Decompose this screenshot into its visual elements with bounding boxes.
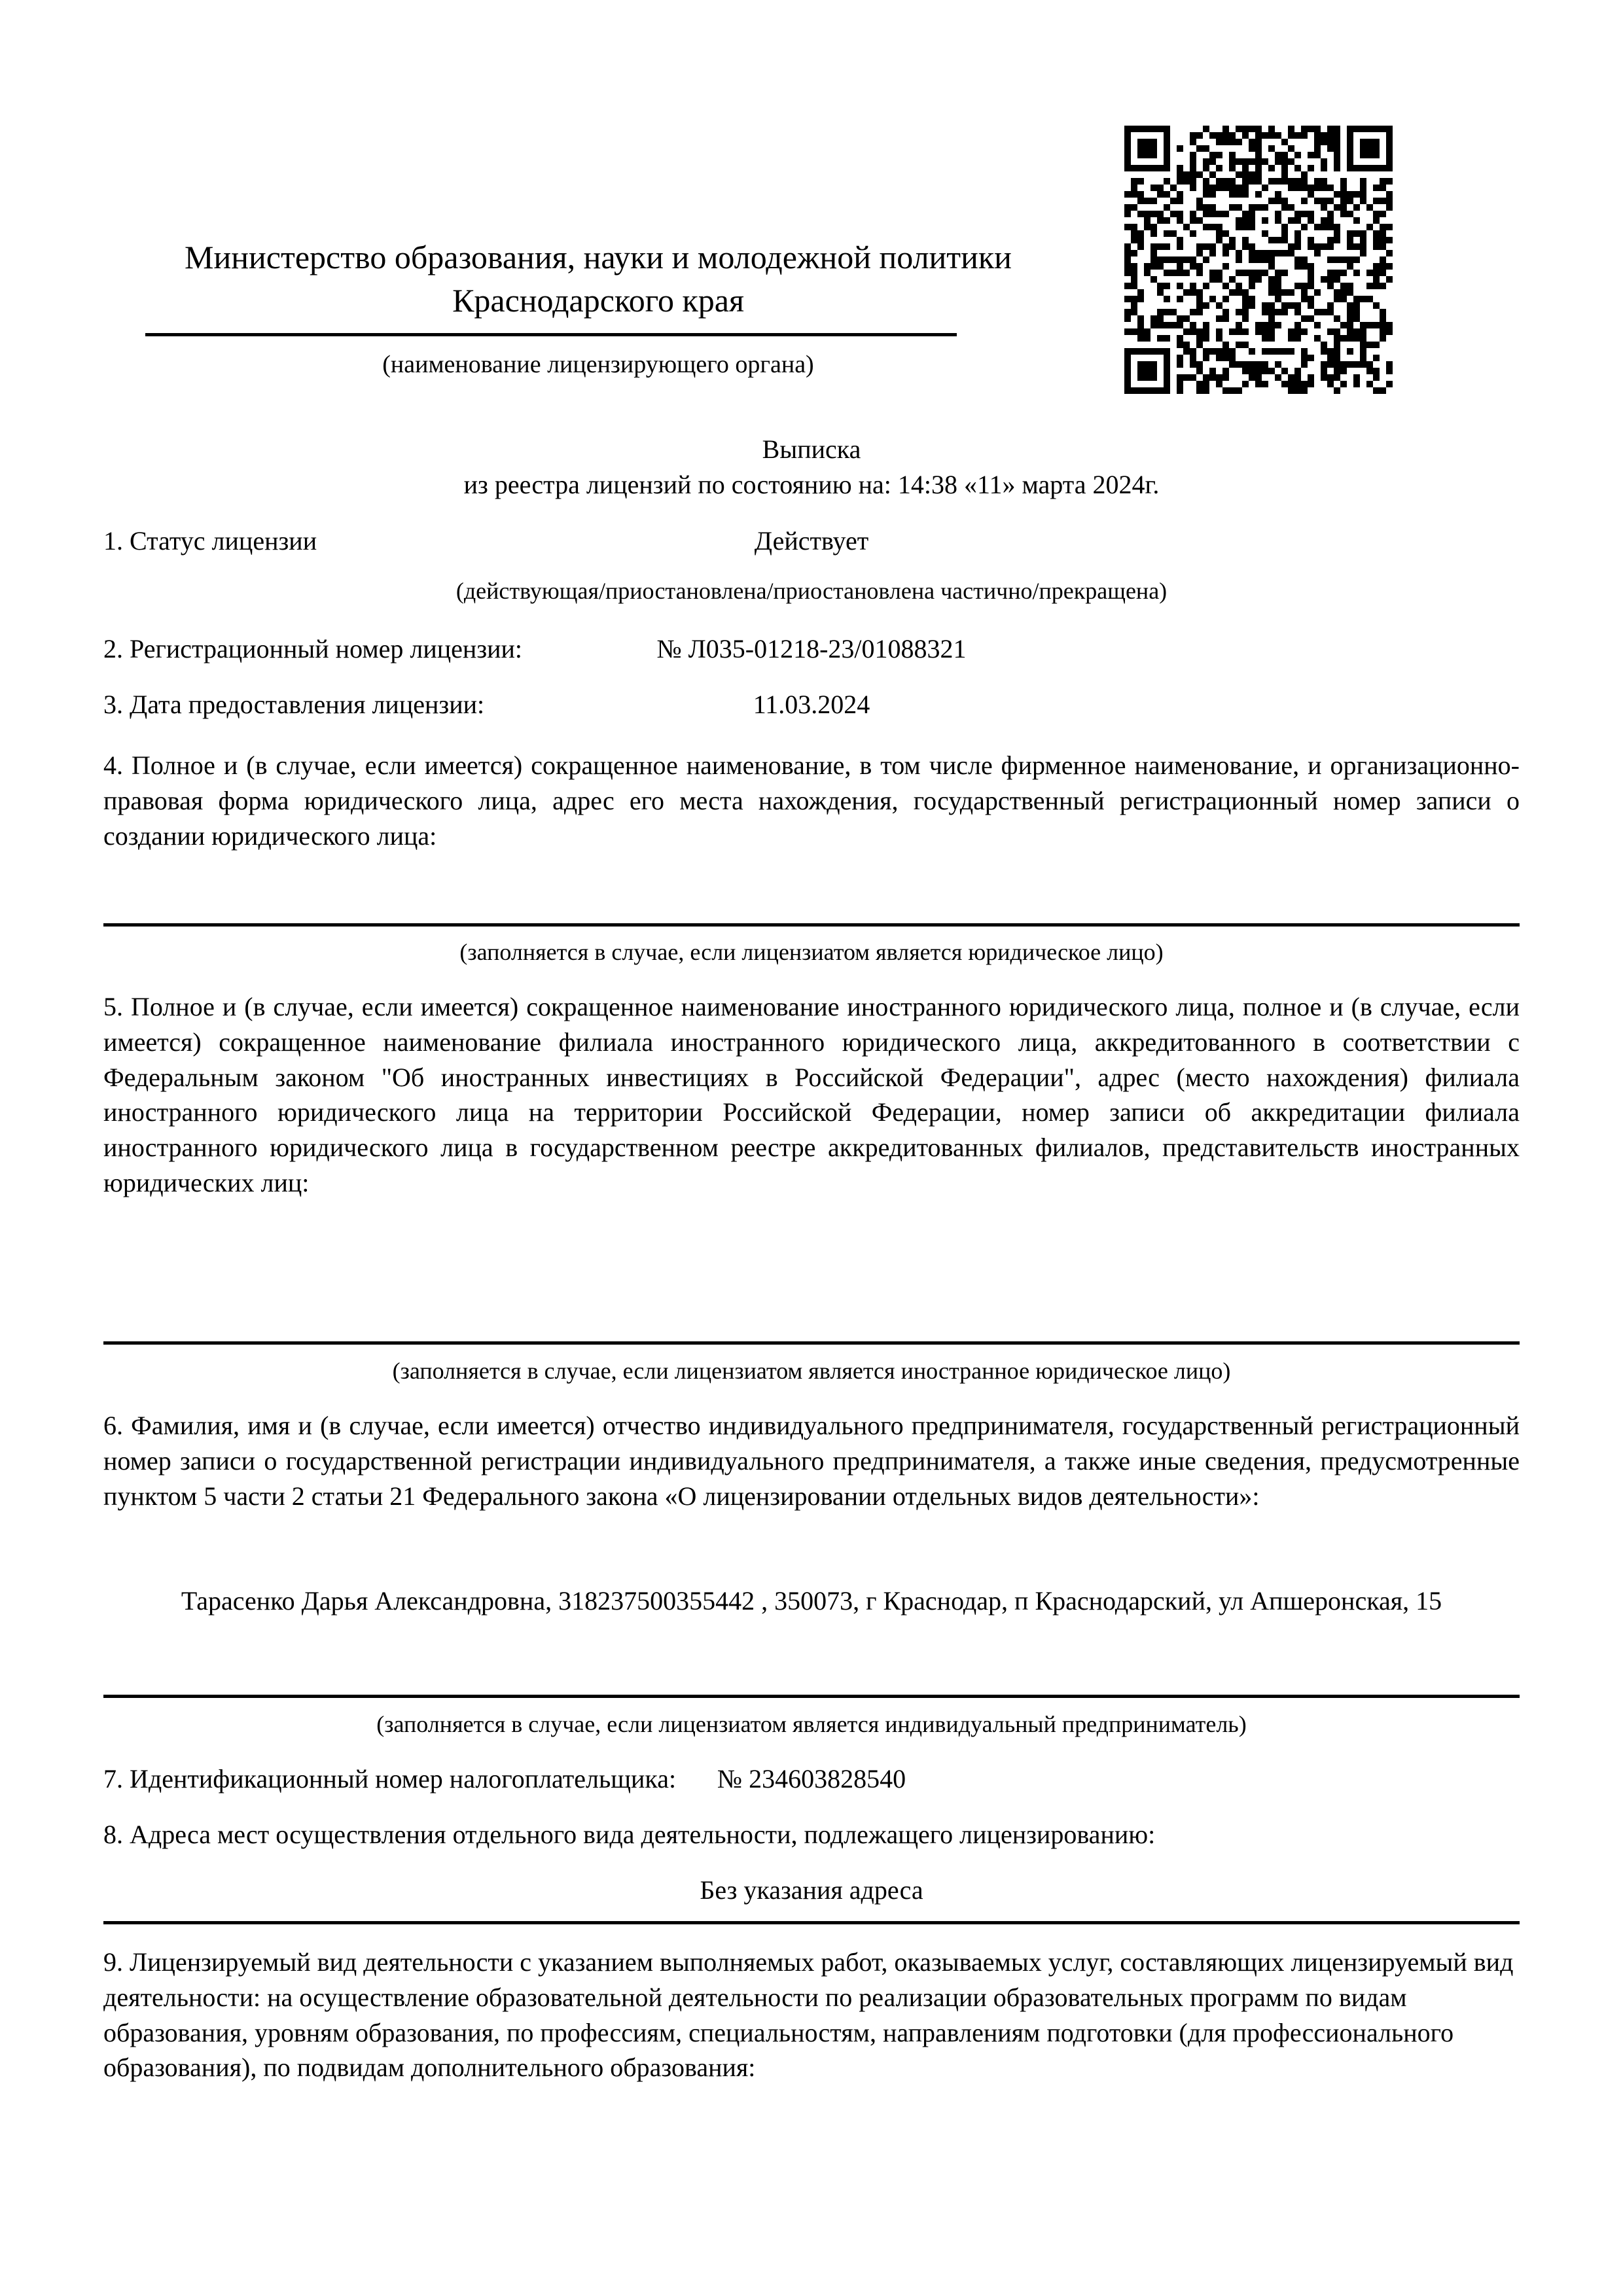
qr-code[interactable] [1124, 126, 1393, 394]
item-1-caption: (действующая/приостановлена/приостановлена частично/прекращена) [455, 578, 1168, 604]
document-subtitle: из реестра лицензий по состоянию на: 14:38 «11» марта 2024г. [463, 470, 1160, 499]
header-divider [145, 333, 957, 336]
item-5-caption: (заполняется в случае, если лицензиатом является иностранное юридическое лицо) [392, 1358, 1231, 1384]
item-8-addresses-label: 8. Адреса мест осуществления отдельного вида деятельности, подлежащего лицензированию: [103, 1820, 1156, 1849]
item-4-caption: (заполняется в случае, если лицензиатом является юридическое лицо) [459, 939, 1164, 965]
item-5-divider [103, 1341, 1520, 1345]
licensing-authority-name [103, 236, 1093, 322]
item-9-activity-text: 9. Лицензируемый вид деятельности с указанием выполняемых работ, оказываемых услуг, составляющих лицензируемый вид деятельности: на осуществление образовательной деятельности по реализации образовательных программ по видам образования, уровням образования, по профессиям, специальностям, направлениям подготовки (для профессионального образования), по подвидам дополнительного образования: [103, 1947, 1514, 2083]
item-6-divider [103, 1695, 1520, 1698]
item-1-status-row [103, 523, 1520, 559]
item-2-value: № Л035-01218-23/01088321 [656, 634, 967, 663]
item-7-value: № 234603828540 [717, 1764, 906, 1793]
authority-line-1: Министерство образования, науки и молодежной политики [185, 239, 1012, 275]
item-6-entrepreneur-text: 6. Фамилия, имя и (в случае, если имеется) отчество индивидуального предпринимателя, государственный регистрационный номер записи о государственной регистрации индивидуального предпринимателя, а также иные сведения, предусмотренные пунктом 5 части 2 статьи 21 Федерального закона «О лицензировании отдельных видов деятельности»: [103, 1411, 1520, 1511]
authority-line-2: Краснодарского края [452, 282, 744, 319]
item-2-registration-number-row [103, 631, 1520, 667]
item-1-value: Действует [754, 526, 869, 556]
item-7-label: 7. Идентификационный номер налогоплательщика: [103, 1764, 677, 1793]
item-3-value: 11.03.2024 [753, 690, 870, 719]
item-6-caption: (заполняется в случае, если лицензиатом является индивидуальный предприниматель) [376, 1711, 1247, 1737]
item-8-addresses-value: Без указания адреса [700, 1875, 923, 1905]
item-4-divider [103, 923, 1520, 927]
item-6-entrepreneur-value: Тарасенко Дарья Александровна, 318237500355442 , 350073, г Краснодар, п Краснодарский, ул Апшеронская, 15 [181, 1586, 1442, 1616]
item-7-taxpayer-number-row [103, 1761, 1520, 1797]
document-title: Выписка [762, 434, 861, 464]
item-3-issue-date-row [103, 687, 1520, 722]
item-3-label: 3. Дата предоставления лицензии: [103, 690, 485, 719]
item-8-divider [103, 1921, 1520, 1924]
item-2-label: 2. Регистрационный номер лицензии: [103, 634, 523, 663]
licensing-authority-caption: (наименование лицензирующего органа) [382, 351, 814, 378]
item-5-foreign-entity-text: 5. Полное и (в случае, если имеется) сокращенное наименование иностранного юридического лица, полное и (в случае, если имеется) сокращенное наименование филиала иностранного юридического лица, аккредитованного в соответствии с Федеральным законом "Об иностранных инвестициях в Российской Федерации", адрес (место нахождения) филиала иностранного юридического лица на территории Российской Федерации, номер записи об аккредитации филиала иностранного юридического лица в государственном реестре аккредитованных филиалов, представительств иностранных юридических лиц: [103, 992, 1520, 1197]
item-4-legal-entity-text: 4. Полное и (в случае, если имеется) сокращенное наименование, в том числе фирменное наименование, и организационно-правовая форма юридического лица, адрес его места нахождения, государственный регистрационный номер записи о создании юридического лица: [103, 751, 1520, 851]
item-1-label: 1. Статус лицензии [103, 526, 317, 556]
